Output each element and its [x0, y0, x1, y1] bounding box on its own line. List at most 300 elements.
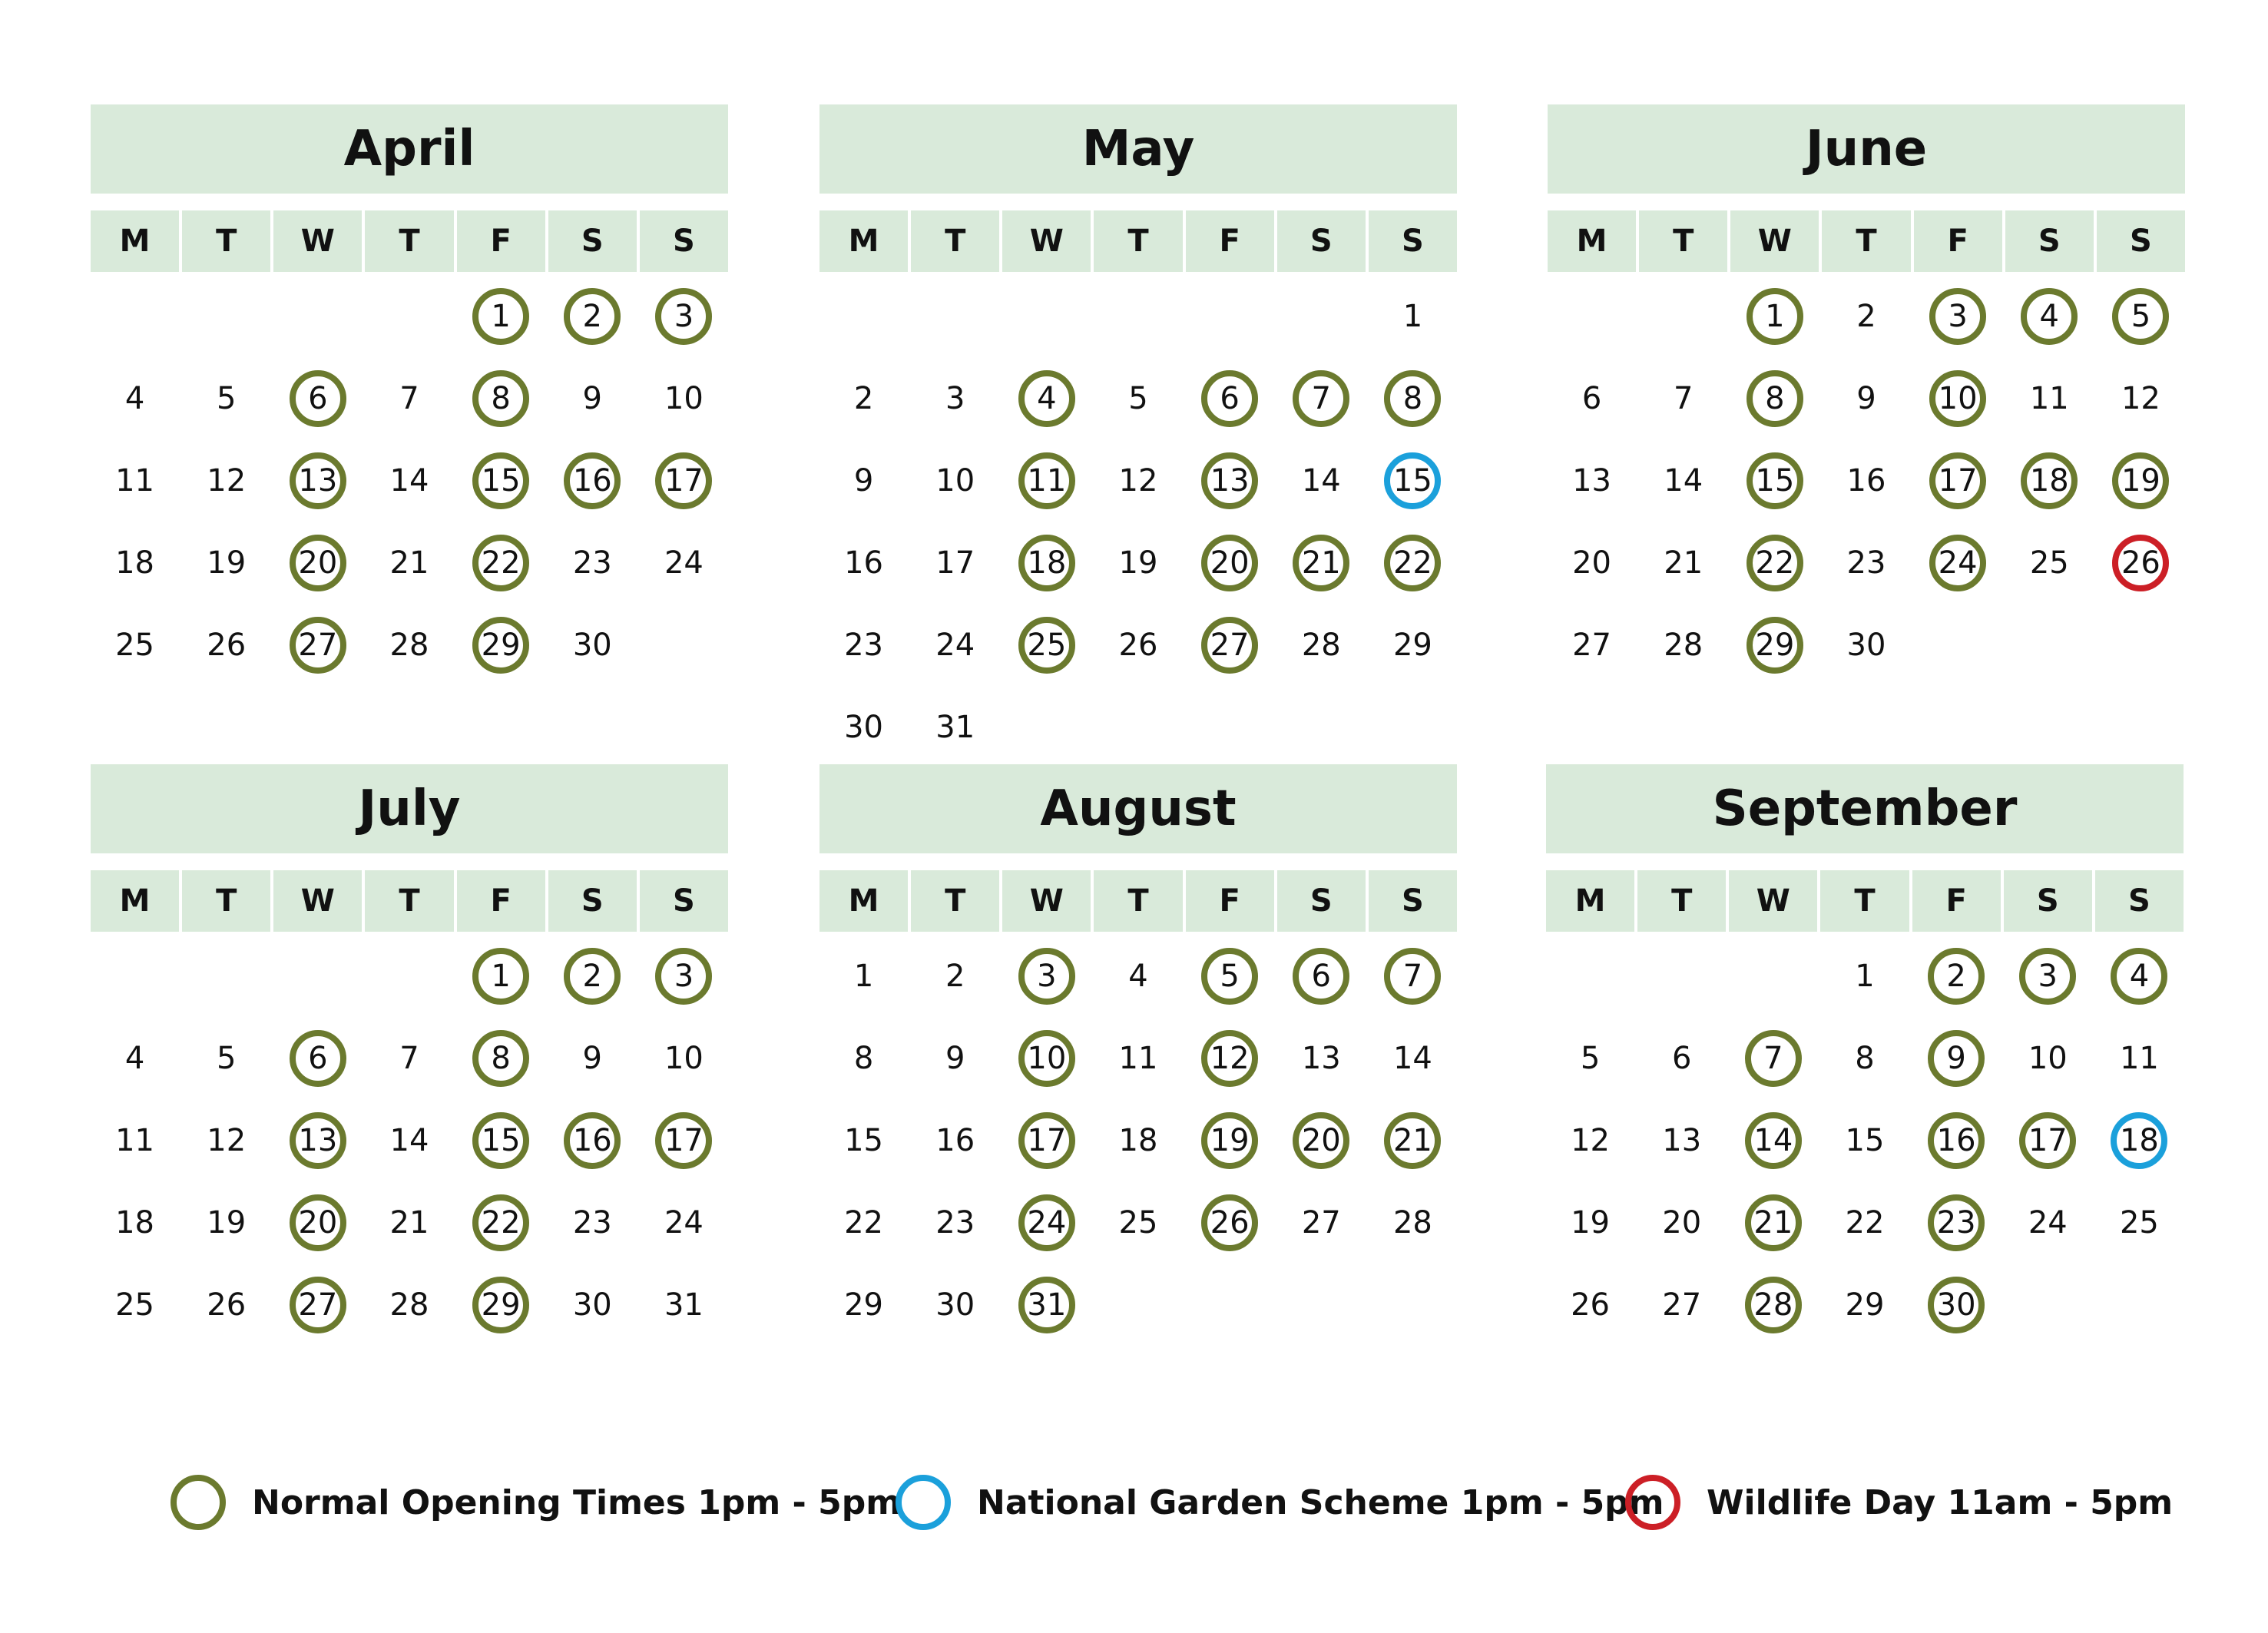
legend-item-wildlife	[1625, 1472, 2173, 1533]
empty-day-cell	[1639, 275, 1727, 357]
day-grid	[91, 275, 728, 686]
day-number: 28	[1301, 627, 1341, 663]
day-number: 10	[935, 462, 975, 499]
open-day-number: 3	[1929, 288, 1986, 345]
weekday-header: T	[365, 870, 453, 932]
day-cell	[2095, 1017, 2184, 1099]
day-cell	[1186, 439, 1274, 522]
day-cell	[1002, 1017, 1091, 1099]
day-number: 12	[2121, 380, 2160, 416]
day-cell	[457, 935, 545, 1017]
day-number: 26	[1571, 1287, 1611, 1323]
day-cell	[457, 1264, 545, 1346]
day-number: 30	[572, 627, 612, 663]
weekday-header: F	[1186, 210, 1274, 272]
day-number: 18	[1118, 1122, 1158, 1158]
empty-day-cell	[1002, 275, 1091, 357]
empty-day-cell	[1637, 935, 1726, 1017]
day-number: 23	[1846, 545, 1886, 581]
day-cell	[1820, 1181, 1909, 1264]
weekday-header-row	[1548, 210, 2185, 272]
day-cell	[1369, 1017, 1457, 1099]
day-cell	[1729, 1181, 1817, 1264]
day-cell	[1548, 522, 1636, 604]
month-may	[819, 104, 1457, 768]
open-day-number: 16	[1928, 1112, 1985, 1169]
open-day-number: 6	[1201, 370, 1258, 427]
month-title: August	[819, 764, 1457, 853]
day-number: 14	[1301, 462, 1341, 499]
day-cell	[819, 1264, 908, 1346]
day-cell	[273, 1264, 362, 1346]
weekday-header: W	[273, 210, 362, 272]
open-day-number: 8	[1384, 370, 1441, 427]
day-number: 12	[1571, 1122, 1611, 1158]
day-number: 12	[207, 462, 247, 499]
day-cell	[457, 439, 545, 522]
day-cell	[1094, 439, 1182, 522]
day-number: 26	[207, 1287, 247, 1323]
open-day-number: 6	[290, 370, 346, 427]
day-number: 16	[844, 545, 884, 581]
day-number: 2	[853, 380, 874, 416]
day-number: 9	[945, 1040, 965, 1076]
weekday-header-row	[1546, 870, 2184, 932]
open-day-number: 9	[1928, 1030, 1985, 1087]
weekday-header: S	[2097, 210, 2185, 272]
weekday-header: F	[1912, 870, 2001, 932]
day-cell	[911, 1181, 999, 1264]
day-number: 9	[1856, 380, 1876, 416]
empty-day-cell	[1729, 935, 1817, 1017]
day-cell	[1002, 1099, 1091, 1181]
day-cell	[365, 1017, 453, 1099]
weekday-header: S	[2005, 210, 2094, 272]
empty-day-cell	[273, 275, 362, 357]
day-cell	[1186, 357, 1274, 439]
day-cell	[457, 275, 545, 357]
day-cell	[273, 522, 362, 604]
day-cell	[457, 604, 545, 686]
day-cell	[819, 357, 908, 439]
day-cell	[273, 439, 362, 522]
day-number: 30	[572, 1287, 612, 1323]
month-title: June	[1548, 104, 2185, 194]
open-day-number: 30	[1928, 1277, 1985, 1333]
day-cell	[1822, 522, 1910, 604]
day-cell	[1094, 1017, 1182, 1099]
empty-day-cell	[182, 275, 270, 357]
day-cell	[1639, 522, 1727, 604]
wildlife-day-number: 26	[2112, 535, 2169, 591]
open-day-number: 31	[1018, 1277, 1075, 1333]
day-cell	[1002, 1181, 1091, 1264]
day-number: 15	[844, 1122, 884, 1158]
day-cell	[1912, 1099, 2001, 1181]
open-day-number: 2	[564, 288, 621, 345]
day-number: 1	[853, 958, 874, 994]
day-cell	[365, 1099, 453, 1181]
weekday-header: S	[1369, 210, 1457, 272]
day-grid	[1546, 935, 2184, 1346]
month-july	[91, 764, 728, 1346]
day-number: 20	[1572, 545, 1612, 581]
day-cell	[457, 522, 545, 604]
weekday-header: M	[819, 870, 908, 932]
open-day-number: 22	[1747, 535, 1803, 591]
day-number: 25	[2119, 1204, 2159, 1240]
day-cell	[911, 604, 999, 686]
day-cell	[1002, 604, 1091, 686]
day-cell	[819, 1017, 908, 1099]
open-day-number: 28	[1745, 1277, 1802, 1333]
day-cell	[365, 439, 453, 522]
day-number: 6	[1671, 1040, 1692, 1076]
day-cell	[1369, 439, 1457, 522]
open-day-number: 7	[1293, 370, 1349, 427]
empty-day-cell	[91, 275, 179, 357]
empty-day-cell	[1548, 275, 1636, 357]
empty-day-cell	[819, 275, 908, 357]
weekday-header: M	[91, 210, 179, 272]
open-day-number: 25	[1018, 617, 1075, 674]
open-day-number: 29	[1747, 617, 1803, 674]
day-number: 25	[115, 1287, 155, 1323]
day-cell	[548, 604, 637, 686]
day-cell	[1912, 1017, 2001, 1099]
empty-day-cell	[91, 935, 179, 1017]
day-number: 30	[1846, 627, 1886, 663]
day-cell	[640, 1264, 728, 1346]
day-cell	[640, 1181, 728, 1264]
month-title: April	[91, 104, 728, 194]
day-cell	[819, 1181, 908, 1264]
day-cell	[1546, 1264, 1634, 1346]
weekday-header: W	[1002, 870, 1091, 932]
day-cell	[2095, 1099, 2184, 1181]
day-cell	[365, 1264, 453, 1346]
day-number: 14	[1392, 1040, 1432, 1076]
day-cell	[640, 275, 728, 357]
day-number: 11	[2029, 380, 2069, 416]
open-day-number: 19	[2112, 452, 2169, 509]
day-cell	[1912, 1181, 2001, 1264]
day-cell	[1277, 1017, 1366, 1099]
day-cell	[1186, 935, 1274, 1017]
day-cell	[1094, 1099, 1182, 1181]
month-june	[1548, 104, 2185, 686]
day-cell	[2005, 357, 2094, 439]
day-number: 27	[1662, 1287, 1702, 1323]
red-ring-icon	[1625, 1475, 1680, 1530]
day-cell	[1822, 357, 1910, 439]
open-day-number: 27	[290, 617, 346, 674]
empty-day-cell	[365, 275, 453, 357]
day-number: 9	[853, 462, 874, 499]
day-cell	[1369, 604, 1457, 686]
day-cell	[1277, 935, 1366, 1017]
day-number: 17	[935, 545, 975, 581]
month-title: September	[1546, 764, 2184, 853]
day-cell	[91, 1017, 179, 1099]
empty-day-cell	[1094, 275, 1182, 357]
weekday-header-row	[91, 870, 728, 932]
open-day-number: 6	[290, 1030, 346, 1087]
weekday-header: S	[640, 870, 728, 932]
day-number: 15	[1845, 1122, 1885, 1158]
day-number: 7	[399, 1040, 419, 1076]
day-number: 24	[664, 1204, 704, 1240]
day-cell	[1277, 1181, 1366, 1264]
month-title: July	[91, 764, 728, 853]
day-cell	[1369, 357, 1457, 439]
weekday-header: T	[911, 210, 999, 272]
day-cell	[1186, 1181, 1274, 1264]
day-cell	[911, 1099, 999, 1181]
open-day-number: 3	[2019, 948, 2076, 1005]
open-day-number: 1	[1747, 288, 1803, 345]
day-cell	[2004, 1099, 2092, 1181]
day-cell	[457, 1181, 545, 1264]
weekday-header: M	[1548, 210, 1636, 272]
day-cell	[1729, 1264, 1817, 1346]
day-number: 31	[664, 1287, 704, 1323]
day-number: 26	[207, 627, 247, 663]
day-cell	[1002, 1264, 1091, 1346]
day-cell	[273, 1099, 362, 1181]
day-cell	[548, 439, 637, 522]
weekday-header: S	[640, 210, 728, 272]
open-day-number: 18	[1018, 535, 1075, 591]
day-cell	[819, 604, 908, 686]
day-number: 11	[1118, 1040, 1158, 1076]
day-cell	[1369, 1181, 1457, 1264]
open-day-number: 17	[655, 1112, 712, 1169]
empty-day-cell	[1186, 275, 1274, 357]
day-number: 9	[582, 380, 602, 416]
month-august	[819, 764, 1457, 1346]
day-cell	[1914, 439, 2002, 522]
weekday-header: S	[548, 210, 637, 272]
open-day-number: 13	[290, 1112, 346, 1169]
open-day-number: 21	[1384, 1112, 1441, 1169]
day-cell	[273, 1181, 362, 1264]
open-day-number: 15	[472, 452, 529, 509]
day-number: 10	[2028, 1040, 2068, 1076]
day-grid	[1548, 275, 2185, 686]
weekday-header: T	[1822, 210, 1910, 272]
blue-ring-icon	[896, 1475, 951, 1530]
month-title: May	[819, 104, 1457, 194]
weekday-header: T	[1094, 870, 1182, 932]
day-cell	[1820, 1099, 1909, 1181]
day-cell	[1637, 1099, 1726, 1181]
weekday-header: S	[1369, 870, 1457, 932]
day-cell	[2004, 1181, 2092, 1264]
day-cell	[911, 1017, 999, 1099]
open-day-number: 12	[1201, 1030, 1258, 1087]
weekday-header-row	[91, 210, 728, 272]
open-day-number: 2	[1928, 948, 1985, 1005]
legend-item-normal	[171, 1472, 901, 1533]
day-number: 12	[207, 1122, 247, 1158]
day-cell	[1639, 604, 1727, 686]
day-cell	[1637, 1264, 1726, 1346]
ngs-day-number: 18	[2111, 1112, 2167, 1169]
open-day-number: 5	[2112, 288, 2169, 345]
day-cell	[819, 935, 908, 1017]
day-number: 28	[1664, 627, 1703, 663]
day-number: 22	[844, 1204, 884, 1240]
day-number: 14	[389, 462, 429, 499]
empty-day-cell	[911, 275, 999, 357]
day-cell	[91, 357, 179, 439]
day-number: 23	[844, 627, 884, 663]
day-number: 23	[572, 545, 612, 581]
day-number: 12	[1118, 462, 1158, 499]
ngs-day-number: 15	[1384, 452, 1441, 509]
day-number: 16	[935, 1122, 975, 1158]
open-day-number: 8	[1747, 370, 1803, 427]
day-cell	[911, 935, 999, 1017]
open-day-number: 22	[1384, 535, 1441, 591]
legend-label-ngs: National Garden Scheme 1pm - 5pm	[977, 1482, 1664, 1522]
open-day-number: 13	[1201, 452, 1258, 509]
day-cell	[1186, 522, 1274, 604]
day-number: 10	[664, 380, 704, 416]
weekday-header: T	[1820, 870, 1909, 932]
day-cell	[182, 439, 270, 522]
day-cell	[548, 1264, 637, 1346]
day-number: 29	[1845, 1287, 1885, 1323]
open-day-number: 27	[290, 1277, 346, 1333]
open-day-number: 29	[472, 617, 529, 674]
open-day-number: 3	[655, 288, 712, 345]
day-cell	[1729, 1017, 1817, 1099]
day-number: 31	[935, 709, 975, 745]
day-cell	[182, 1017, 270, 1099]
open-day-number: 15	[472, 1112, 529, 1169]
day-number: 7	[399, 380, 419, 416]
day-cell	[548, 357, 637, 439]
day-cell	[1546, 1099, 1634, 1181]
day-cell	[1730, 275, 1819, 357]
open-day-number: 29	[472, 1277, 529, 1333]
day-cell	[365, 1181, 453, 1264]
day-number: 5	[1128, 380, 1148, 416]
day-cell	[1277, 1099, 1366, 1181]
day-cell	[91, 522, 179, 604]
day-cell	[640, 522, 728, 604]
day-number: 23	[935, 1204, 975, 1240]
day-cell	[1730, 604, 1819, 686]
day-number: 5	[1580, 1040, 1601, 1076]
open-day-number: 27	[1201, 617, 1258, 674]
day-number: 13	[1662, 1122, 1702, 1158]
month-september	[1546, 764, 2184, 1346]
day-cell	[91, 1181, 179, 1264]
day-cell	[1730, 522, 1819, 604]
day-cell	[911, 686, 999, 768]
day-cell	[1186, 604, 1274, 686]
day-number: 28	[1392, 1204, 1432, 1240]
weekday-header: W	[1002, 210, 1091, 272]
day-number: 25	[1118, 1204, 1158, 1240]
day-cell	[2004, 1017, 2092, 1099]
open-day-number: 20	[290, 1194, 346, 1251]
day-cell	[91, 439, 179, 522]
day-cell	[1820, 1017, 1909, 1099]
day-cell	[1094, 522, 1182, 604]
day-cell	[1277, 439, 1366, 522]
day-cell	[1277, 522, 1366, 604]
weekday-header: F	[1186, 870, 1274, 932]
open-day-number: 17	[1929, 452, 1986, 509]
day-cell	[911, 439, 999, 522]
day-cell	[1094, 604, 1182, 686]
open-day-number: 15	[1747, 452, 1803, 509]
open-day-number: 3	[655, 948, 712, 1005]
legend-item-ngs	[896, 1472, 1664, 1533]
open-day-number: 23	[1928, 1194, 1985, 1251]
day-number: 27	[1572, 627, 1612, 663]
day-cell	[911, 1264, 999, 1346]
open-day-number: 22	[472, 535, 529, 591]
day-cell	[2005, 439, 2094, 522]
day-number: 1	[1855, 958, 1875, 994]
day-cell	[365, 522, 453, 604]
open-day-number: 8	[472, 1030, 529, 1087]
empty-day-cell	[1277, 275, 1366, 357]
day-cell	[91, 1264, 179, 1346]
weekday-header: T	[1094, 210, 1182, 272]
day-cell	[1094, 1181, 1182, 1264]
open-day-number: 3	[1018, 948, 1075, 1005]
day-cell	[365, 604, 453, 686]
day-cell	[91, 604, 179, 686]
day-cell	[1002, 522, 1091, 604]
day-cell	[182, 1099, 270, 1181]
open-day-number: 13	[290, 452, 346, 509]
weekday-header: T	[1639, 210, 1727, 272]
open-day-number: 7	[1384, 948, 1441, 1005]
open-day-number: 17	[2019, 1112, 2076, 1169]
day-cell	[1546, 1017, 1634, 1099]
day-number: 18	[115, 545, 155, 581]
day-cell	[819, 522, 908, 604]
day-number: 19	[207, 545, 247, 581]
month-april	[91, 104, 728, 686]
day-number: 16	[1846, 462, 1886, 499]
weekday-header-row	[819, 210, 1457, 272]
day-cell	[91, 1099, 179, 1181]
day-cell	[1186, 1017, 1274, 1099]
day-cell	[1002, 357, 1091, 439]
day-cell	[1822, 439, 1910, 522]
day-number: 28	[389, 1287, 429, 1323]
weekday-header: S	[548, 870, 637, 932]
day-number: 20	[1662, 1204, 1702, 1240]
day-cell	[1822, 275, 1910, 357]
open-day-number: 8	[472, 370, 529, 427]
day-cell	[911, 522, 999, 604]
day-cell	[2095, 1181, 2184, 1264]
empty-day-cell	[365, 935, 453, 1017]
day-cell	[548, 275, 637, 357]
day-cell	[819, 439, 908, 522]
day-cell	[2097, 275, 2185, 357]
day-number: 6	[1581, 380, 1602, 416]
